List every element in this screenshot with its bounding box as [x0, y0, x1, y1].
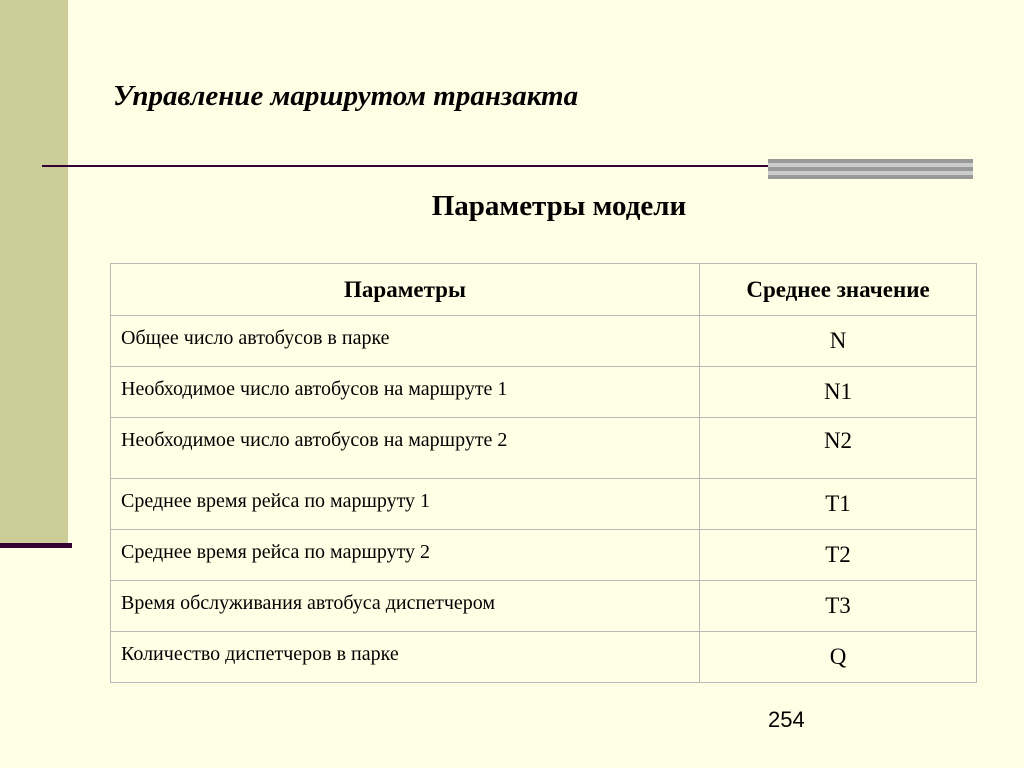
param-name: Необходимое число автобусов на маршруте 2 — [111, 418, 700, 479]
table-row — [111, 316, 977, 367]
table-header-row — [111, 264, 977, 316]
page-number: 254 — [768, 707, 805, 732]
table-row — [111, 530, 977, 581]
param-name: Время обслуживания автобуса диспетчером — [111, 581, 700, 632]
param-value: N — [700, 316, 977, 367]
param-value: T3 — [700, 581, 977, 632]
table-row — [111, 367, 977, 418]
param-value: N2 — [700, 418, 977, 479]
divider-accent-block — [768, 159, 973, 179]
param-value: Q — [700, 632, 977, 683]
parameters-table — [110, 263, 977, 683]
slide-title: Управление маршрутом транзакта — [113, 80, 579, 112]
table-row — [111, 581, 977, 632]
param-value: N1 — [700, 367, 977, 418]
param-value: T2 — [700, 530, 977, 581]
param-name: Среднее время рейса по маршруту 1 — [111, 479, 700, 530]
sidebar-underline — [0, 543, 72, 548]
table-row — [111, 632, 977, 683]
header-mean-value: Среднее значение — [700, 264, 977, 316]
param-value: T1 — [700, 479, 977, 530]
param-name: Среднее время рейса по маршруту 2 — [111, 530, 700, 581]
header-parameters: Параметры — [111, 264, 700, 316]
table-caption: Параметры модели — [431, 190, 687, 222]
param-name: Необходимое число автобусов на маршруте 1 — [111, 367, 700, 418]
param-name: Количество диспетчеров в парке — [111, 632, 700, 683]
table-row — [111, 479, 977, 530]
table-row — [111, 418, 977, 479]
sidebar-decoration — [0, 0, 68, 543]
param-name: Общее число автобусов в парке — [111, 316, 700, 367]
